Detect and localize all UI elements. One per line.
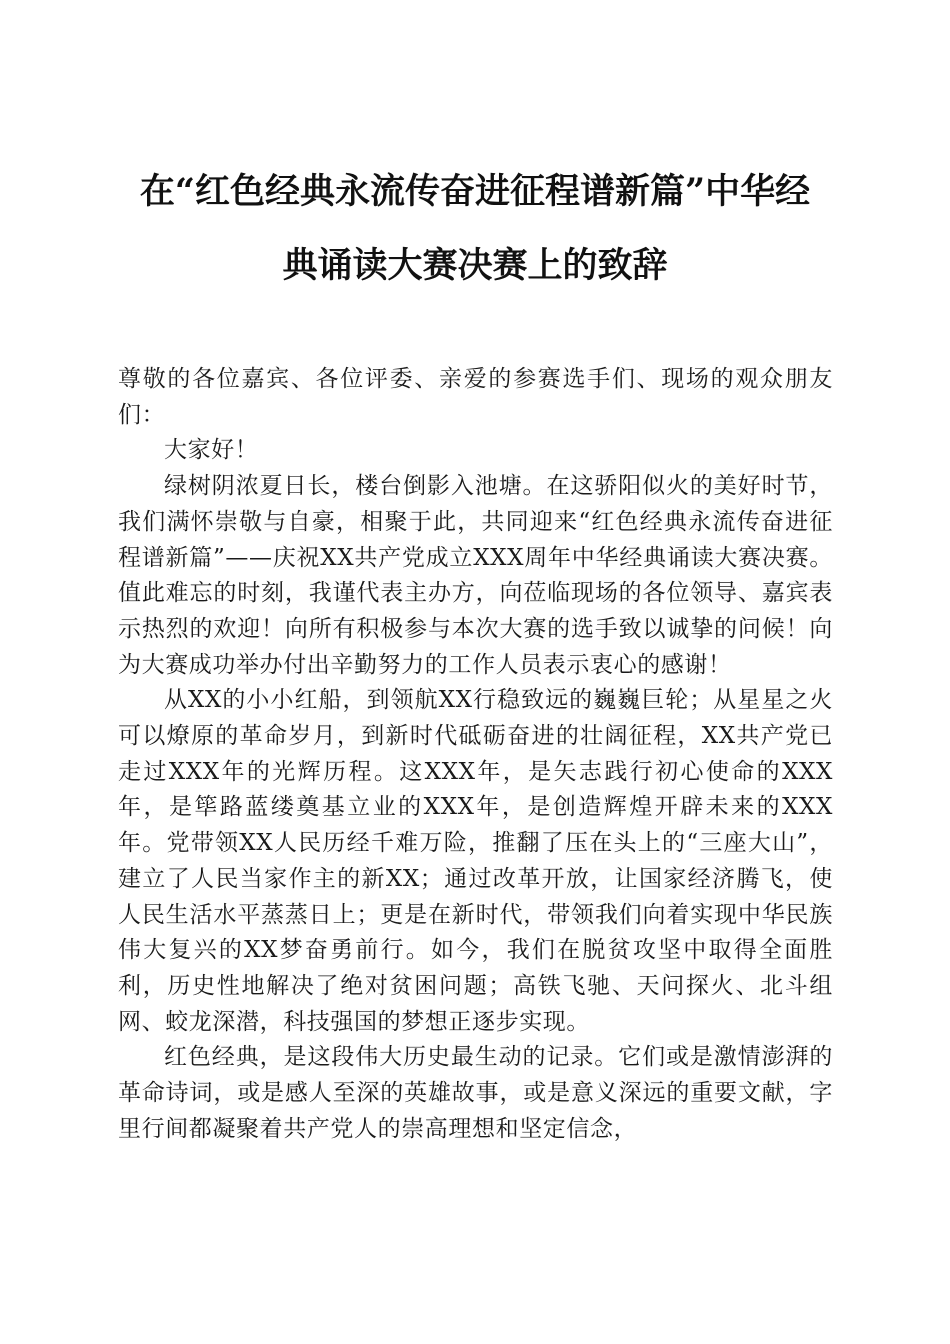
classics-paragraph: 红色经典，是这段伟大历史最生动的记录。它们或是激情澎湃的革命诗词，或是感人至深的英雄故事，或是意义深远的重要文献，字里行间都凝聚着共产党人的崇高理想和坚定信念， [118, 1044, 833, 1142]
document-title-line-2: 典诵读大赛决赛上的致辞 [282, 245, 668, 286]
document-body [118, 362, 833, 1147]
greeting-paragraph: 大家好！ [164, 437, 259, 464]
document-title-line-1: 在“红色经典永流传奋进征程谱新篇”中华经 [139, 171, 811, 212]
opening-paragraph: 绿树阴浓夏日长，楼台倒影入池塘。在这骄阳似火的美好时节，我们满怀崇敬与自豪，相聚于此，共同迎来“红色经典永流传奋进征程谱新篇”——庆祝XX共产党成立XXX周年中华经典诵读大赛决赛。值此难忘的时刻，我谨代表主办方，向莅临现场的各位领导、嘉宾表示热烈的欢迎！向所有积极参与本次大赛的选手致以诚挚的问候！向为大赛成功举办付出辛勤努力的工作人员表示衷心的感谢！ [118, 473, 833, 678]
history-paragraph: 从XX的小小红船，到领航XX行稳致远的巍巍巨轮；从星星之火可以燎原的革命岁月，到新时代砥砺奋进的壮阔征程，XX共产党已走过XXX年的光辉历程。这XXX年，是矢志践行初心使命的XXX年，是筚路蓝缕奠基立业的XXX年，是创造辉煌开辟未来的XXX年。党带领XX人民历经千难万险，推翻了压在头上的“三座大山”，建立了人民当家作主的新XX；通过改革开放，让国家经济腾飞，使人民生活水平蒸蒸日上；更是在新时代，带领我们向着实现中华民族伟大复兴的XX梦奋勇前行。如今，我们在脱贫攻坚中取得全面胜利，历史性地解决了绝对贫困问题；高铁飞驰、天问探火、北斗组网、蛟龙深潜，科技强国的梦想正逐步实现。 [118, 687, 833, 1035]
salutation-paragraph: 尊敬的各位嘉宾、各位评委、亲爱的参赛选手们、现场的观众朋友们： [118, 366, 833, 428]
